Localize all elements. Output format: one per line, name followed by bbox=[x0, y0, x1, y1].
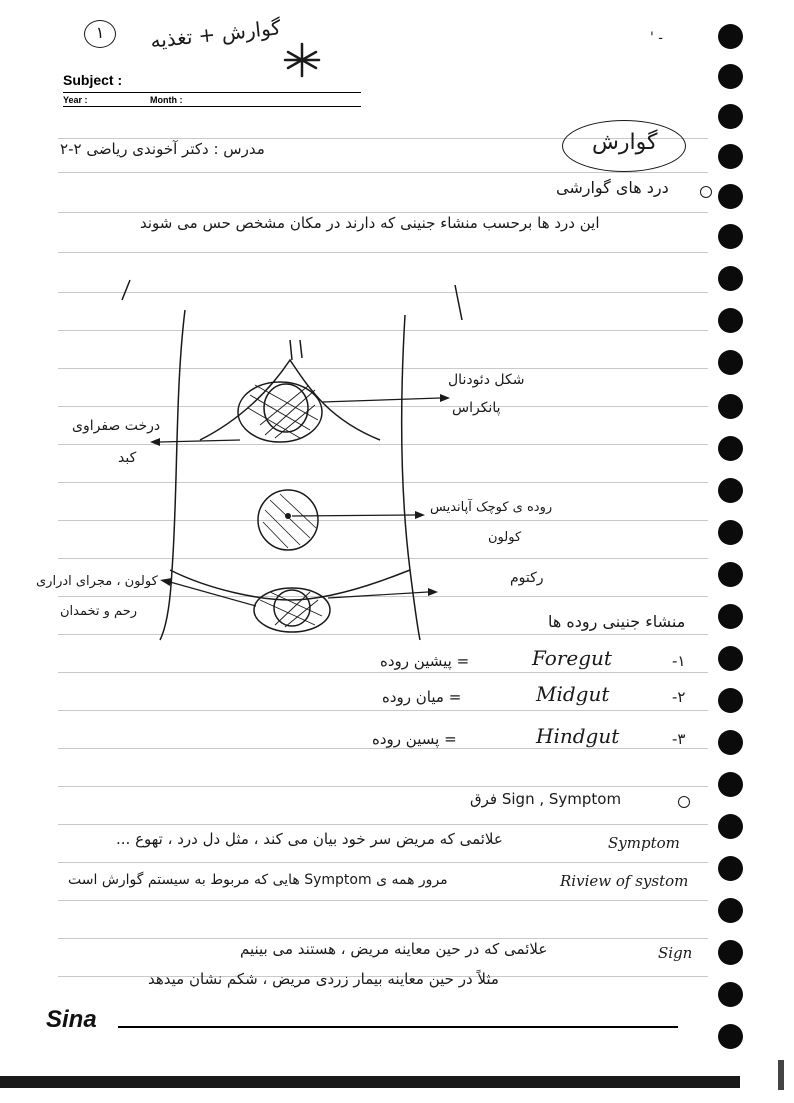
binding-hole bbox=[718, 688, 743, 713]
binding-hole bbox=[718, 940, 743, 965]
binding-hole bbox=[718, 520, 743, 545]
binding-hole bbox=[718, 104, 743, 129]
label-uterus-ovary: رحم و تخمدان bbox=[60, 604, 138, 619]
subject-label: Subject : bbox=[63, 72, 123, 88]
heading-1: درد های گوارشی bbox=[556, 178, 669, 197]
list-num-3: ۳- bbox=[672, 730, 686, 748]
corner-mark: ' - bbox=[650, 30, 664, 46]
asterisk-icon bbox=[282, 40, 322, 80]
footer-line bbox=[118, 1026, 678, 1028]
tick-mark bbox=[455, 285, 462, 320]
binding-hole bbox=[718, 478, 743, 503]
review-term: Riview of systom bbox=[560, 872, 689, 890]
label-colon-urinary: کولون ، مجرای ادراری bbox=[36, 574, 158, 589]
symptom-def: علائمی که مریض سر خود بیان می کند ، مثل دل درد ، تهوع ... bbox=[116, 830, 503, 848]
title-circled: گوارش bbox=[592, 130, 658, 155]
label-colon: کولون bbox=[488, 530, 522, 545]
teacher-line: مدرس : دکتر آخوندی ریاضی ۲-۲ bbox=[60, 140, 265, 158]
binding-hole bbox=[718, 898, 743, 923]
sign-def: علائمی که در حین معاینه مریض ، هستند می بینیم bbox=[240, 940, 548, 958]
binding-hole bbox=[718, 436, 743, 461]
neck-line bbox=[290, 340, 302, 360]
symptom-term: Symptom bbox=[608, 834, 680, 852]
binding-hole bbox=[718, 646, 743, 671]
binding-hole bbox=[718, 730, 743, 755]
label-duodenum: شکل دئودنال bbox=[448, 372, 525, 388]
label-liver: کبد bbox=[118, 450, 137, 466]
bottom-bar-right bbox=[778, 1060, 784, 1090]
binding-hole bbox=[718, 308, 743, 333]
binding-hole bbox=[718, 184, 743, 209]
list-english-2: Midgut bbox=[536, 682, 610, 706]
top-title: گوارش + تغذیه bbox=[149, 15, 282, 53]
bullet-icon bbox=[700, 186, 712, 198]
binding-hole bbox=[718, 266, 743, 291]
sign-example: مثلاً در حین معاینه بیمار زردی مریض ، شکم نشان میدهد bbox=[148, 970, 499, 988]
binding-hole bbox=[718, 224, 743, 249]
heading-2: منشاء جنینی روده ها bbox=[548, 612, 686, 631]
binding-hole bbox=[718, 814, 743, 839]
binding-hole bbox=[718, 856, 743, 881]
upper-organ bbox=[238, 382, 322, 442]
binding-hole bbox=[718, 562, 743, 587]
torso-outline-right bbox=[402, 315, 420, 640]
tick-mark bbox=[122, 280, 130, 300]
bottom-bar bbox=[0, 1076, 740, 1088]
binding-hole bbox=[718, 350, 743, 375]
month-label: Month : bbox=[150, 95, 183, 105]
review-def: مرور همه ی Symptom هایی که مربوط به سیستم گوارش است bbox=[68, 872, 448, 888]
page-number: ۱ bbox=[95, 25, 105, 42]
binding-hole bbox=[718, 144, 743, 169]
torso-outline-left bbox=[160, 310, 185, 640]
footer-brand: Sina bbox=[46, 1006, 97, 1033]
binding-hole bbox=[718, 772, 743, 797]
sign-term: Sign bbox=[658, 944, 693, 962]
list-num-1: ۱- bbox=[672, 652, 686, 670]
label-pancreas: پانکراس bbox=[452, 400, 501, 416]
year-label: Year : bbox=[63, 95, 88, 105]
binding-hole bbox=[718, 1024, 743, 1049]
list-english-3: Hindgut bbox=[536, 724, 620, 748]
binding-hole bbox=[718, 982, 743, 1007]
rib-line bbox=[200, 360, 380, 440]
list-persian-3: = پسین روده bbox=[372, 730, 457, 748]
binding-hole bbox=[718, 604, 743, 629]
label-biliary: درخت صفراوی bbox=[72, 418, 161, 434]
label-small-intestine: روده ی کوچک آپاندیس bbox=[430, 500, 553, 515]
bullet-icon bbox=[678, 796, 690, 808]
heading-3: فرق Sign , Symptom bbox=[470, 790, 622, 808]
middle-organ bbox=[258, 490, 318, 550]
year-line bbox=[63, 106, 361, 107]
subject-line bbox=[63, 92, 361, 93]
binding-hole bbox=[718, 394, 743, 419]
page-number-circle bbox=[84, 20, 116, 48]
binding-hole bbox=[718, 64, 743, 89]
lower-organ bbox=[254, 588, 330, 632]
line-1: این درد ها برحسب منشاء جنینی که دارند در مکان مشخص حس می شوند bbox=[140, 214, 600, 232]
list-persian-2: = میان روده bbox=[382, 688, 462, 706]
list-persian-1: = پیشین روده bbox=[380, 652, 470, 670]
label-rectum: رکتوم bbox=[510, 570, 544, 586]
list-num-2: ۲- bbox=[672, 688, 686, 706]
list-english-1: Foregut bbox=[532, 646, 612, 670]
binding-hole bbox=[718, 24, 743, 49]
